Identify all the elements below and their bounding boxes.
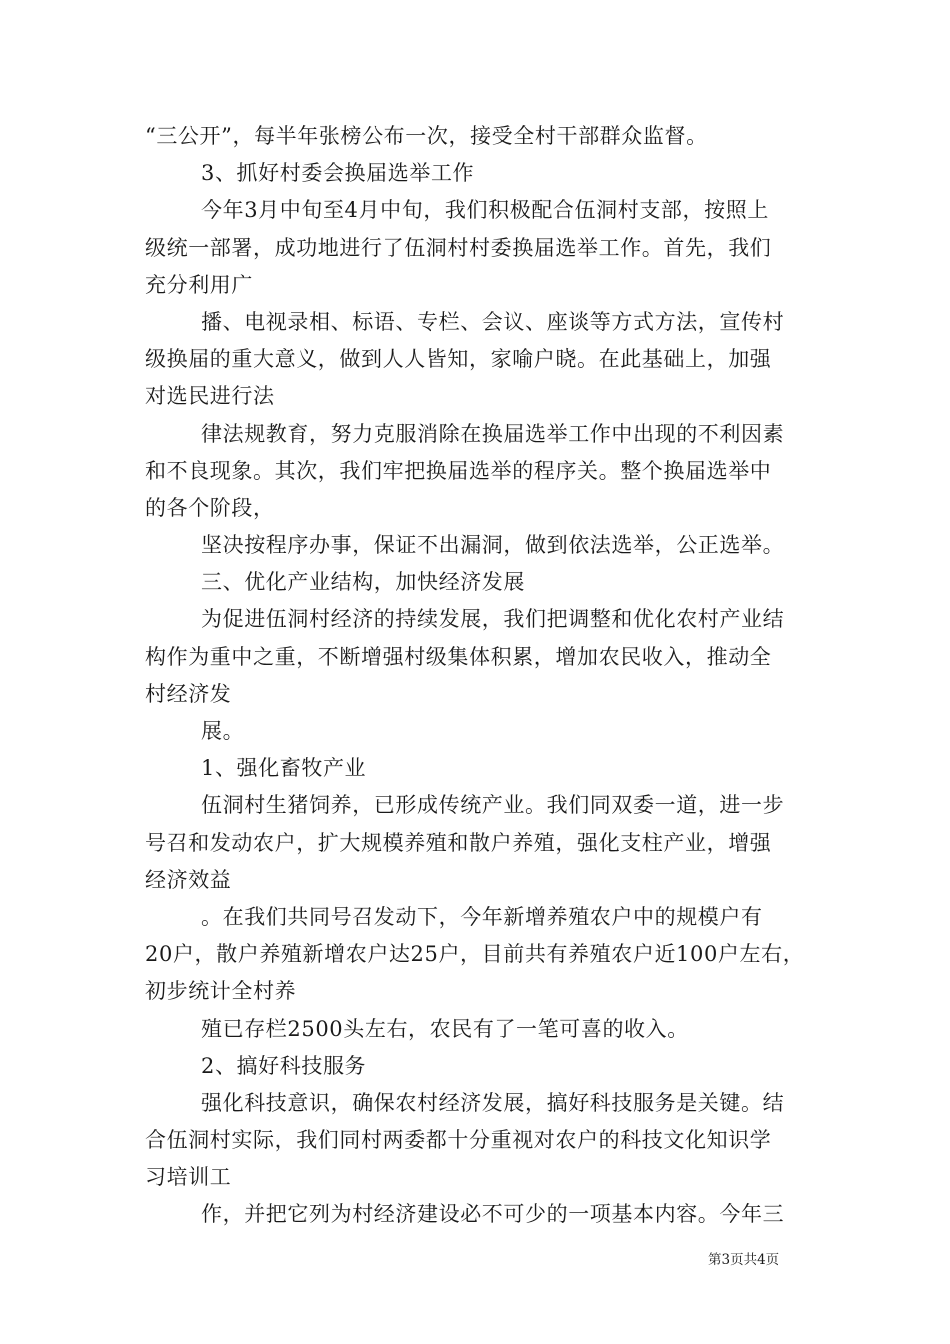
page-number-footer: 第3页共4页 [708,1252,780,1268]
text-line: 律法规教育，努力克服消除在换届选举工作中出现的不利因素 [201,421,785,446]
text-line: 殖已存栏2500头左右，农民有了一笔可喜的收入。 [201,1016,689,1041]
section-heading: 2、搞好科技服务 [201,1053,367,1078]
text-line: 播、电视录相、标语、专栏、会议、座谈等方式方法，宣传村 [201,309,785,334]
text-line: 构作为重中之重，不断增强村级集体积累，增加农民收入，推动全 [145,644,772,669]
text-line: 对选民进行法 [145,384,275,409]
text-line: “三公开”，每半年张榜公布一次，接受全村干部群众监督。 [145,124,708,148]
text-line: 习培训工 [145,1165,232,1190]
text-line: 初步统计全村养 [145,979,297,1004]
text-line: 和不良现象。其次，我们牢把换届选举的程序关。整个换届选举中 [145,458,772,483]
text-line: 作，并把它列为村经济建设必不可少的一项基本内容。今年三 [201,1202,785,1227]
text-line: 级统一部署，成功地进行了伍洞村村委换届选举工作。首先，我们 [145,235,772,260]
text-line: 展。 [201,719,245,743]
text-line: 充分利用广 [145,272,253,297]
text-line: 号召和发动农户，扩大规模养殖和散户养殖，强化支柱产业，增强 [145,830,772,855]
section-heading: 3、抓好村委会换届选举工作 [201,161,475,186]
text-line: 强化科技意识，确保农村经济发展，搞好科技服务是关键。结 [201,1090,785,1115]
text-line: 为促进伍洞村经济的持续发展，我们把调整和优化农村产业结 [201,607,785,632]
text-line: 合伍洞村实际，我们同村两委都十分重视对农户的科技文化知识学 [145,1128,772,1153]
section-heading: 三、优化产业结构，加快经济发展 [201,570,525,595]
text-line: 。在我们共同号召发动下，今年新增养殖农户中的规模户有 [201,904,763,929]
text-line: 伍洞村生猪饲养，已形成传统产业。我们同双委一道，进一步 [201,793,785,818]
text-line: 级换届的重大意义，做到人人皆知，家喻户晓。在此基础上，加强 [145,347,772,372]
text-line: 经济效益 [145,867,232,892]
body-text [145,118,813,1234]
text-line: 20户，散户养殖新增农户达25户，目前共有养殖农户近100户左右， [145,942,805,967]
text-line: 村经济发 [145,681,232,706]
text-line: 今年3月中旬至4月中旬，我们积极配合伍洞村支部，按照上 [201,198,769,223]
section-heading: 1、强化畜牧产业 [201,756,367,781]
text-line: 坚决按程序办事，保证不出漏洞，做到依法选举，公正选举。 [201,533,785,558]
text-line: 的各个阶段， [145,495,275,520]
